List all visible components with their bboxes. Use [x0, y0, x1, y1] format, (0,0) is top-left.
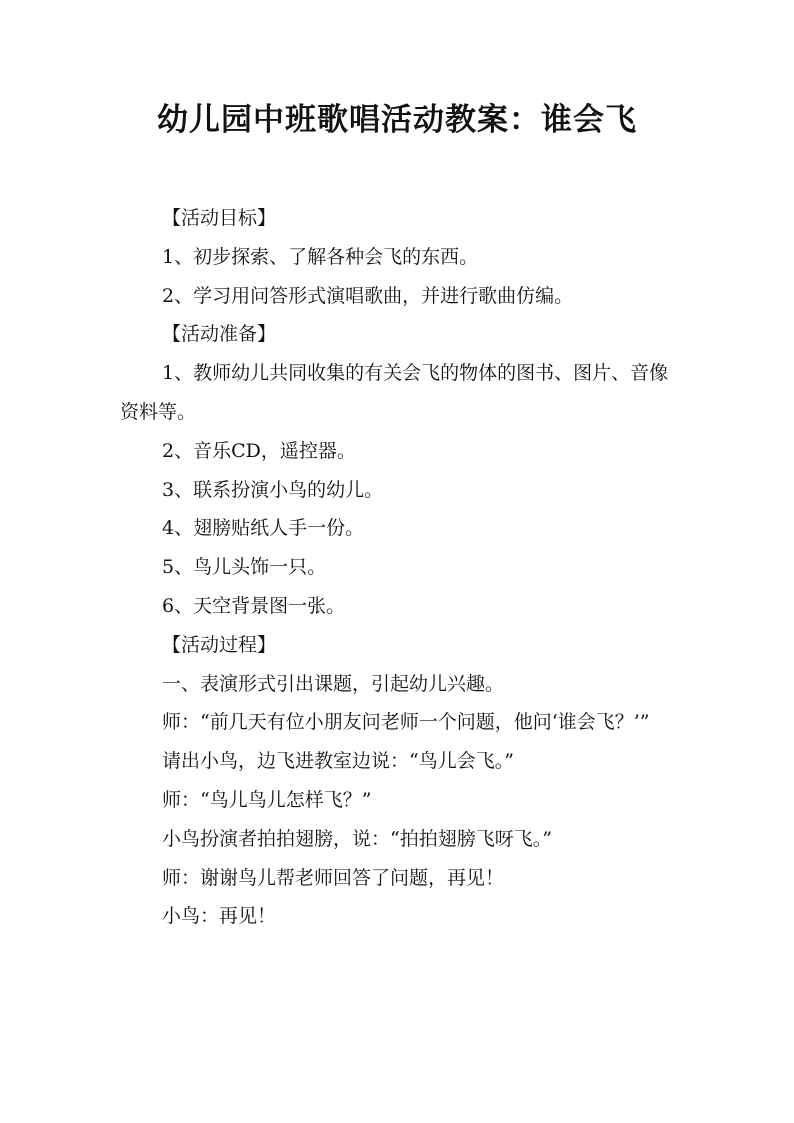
preparation-item-2: 2、音乐CD，遥控器。 [162, 439, 356, 462]
document-title: 幼儿园中班歌唱活动教案：谁会飞 [157, 102, 637, 138]
dialogue-line: 请出小鸟，边飞进教室边说：“鸟儿会飞。” [162, 750, 514, 773]
process-step-1: 一、表演形式引出课题，引起幼儿兴趣。 [162, 672, 505, 695]
section-heading-goals: 【活动目标】 [162, 207, 277, 229]
section-heading-process: 【活动过程】 [162, 633, 277, 656]
dialogue-line: 小鸟：再见！ [162, 905, 277, 928]
dialogue-line: 师：“前几天有位小朋友问老师一个问题，他问‘谁会飞？’” [162, 711, 650, 734]
document-body [120, 199, 680, 936]
dialogue-line: 师：谢谢鸟儿帮老师回答了问题，再见！ [162, 866, 505, 889]
preparation-item-6: 6、天空背景图一张。 [162, 594, 346, 617]
dialogue-line: 小鸟扮演者拍拍翅膀，说：“拍拍翅膀飞呀飞。” [162, 827, 552, 850]
preparation-item-4: 4、翅膀贴纸人手一份。 [162, 517, 365, 540]
goal-item-2: 2、学习用问答形式演唱歌曲，并进行歌曲仿编。 [162, 284, 574, 307]
preparation-item-3: 3、联系扮演小鸟的幼儿。 [162, 478, 384, 501]
dialogue-line: 师：“鸟儿鸟儿怎样飞？” [162, 788, 372, 811]
section-heading-preparation: 【活动准备】 [162, 323, 277, 346]
preparation-item-5: 5、鸟儿头饰一只。 [162, 556, 327, 579]
preparation-item-1: 1、教师幼儿共同收集的有关会飞的物体的图书、图片、音像资料等。 [120, 362, 669, 423]
goal-item-1: 1、初步探索、了解各种会飞的东西。 [162, 245, 479, 268]
